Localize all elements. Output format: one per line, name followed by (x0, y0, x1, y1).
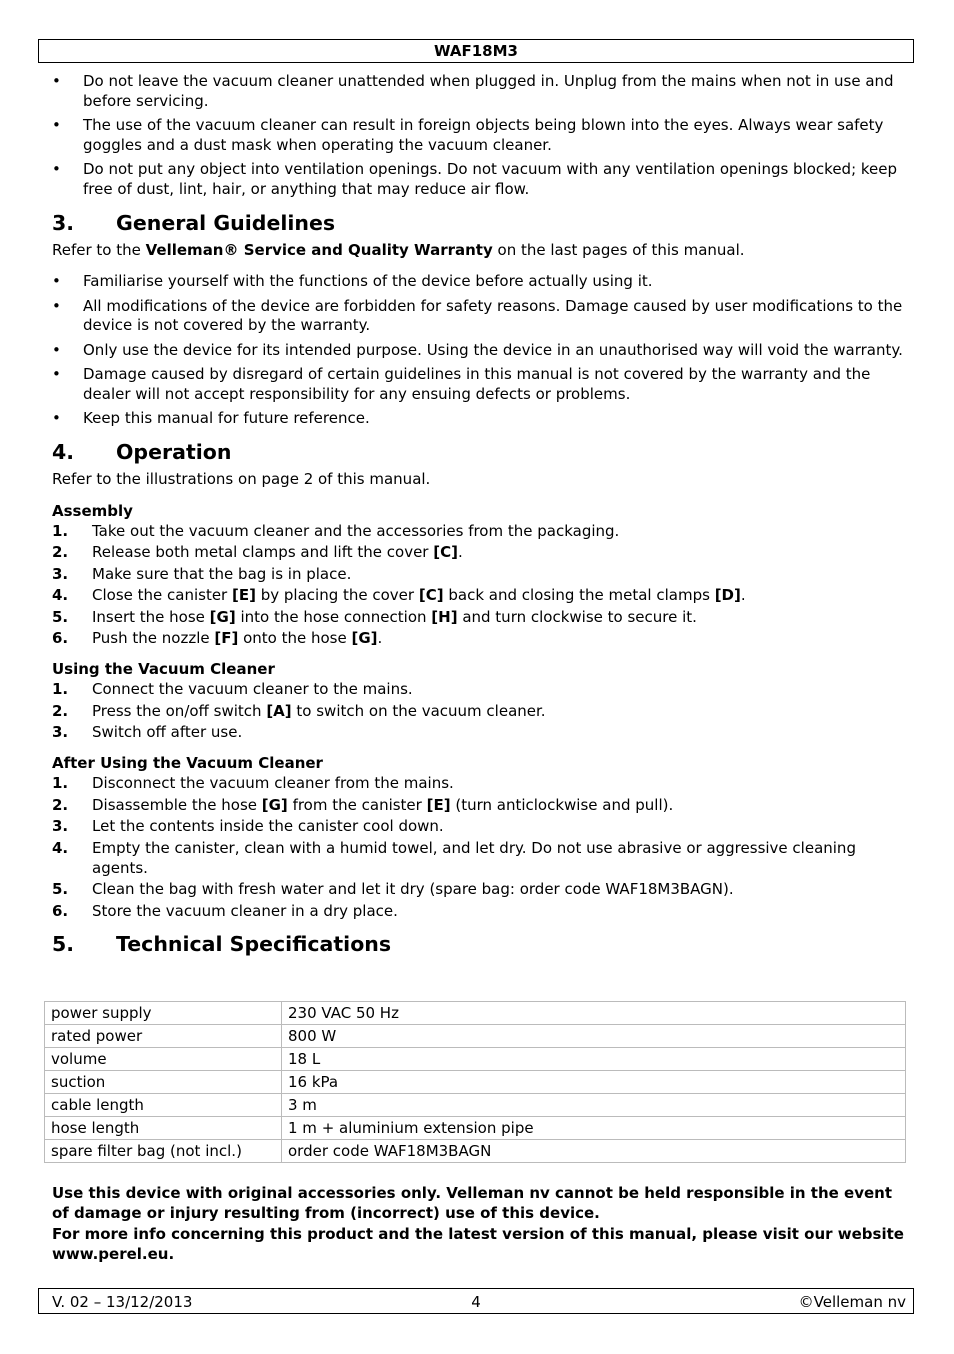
bullet-item: • Damage caused by disregard of certain guidelines in this manual is not covered by the warranty and the dealer will not accept responsibility for any ensuing defects or problems. (52, 365, 907, 404)
part-reference: [E] (232, 586, 256, 604)
bullet-item: • Do not leave the vacuum cleaner unattended when plugged in. Unplug from the mains when not in use and before servicing. (52, 72, 907, 111)
step-text: Make sure that the bag is in place. (92, 564, 352, 583)
step-text: back and closing the metal clamps (443, 586, 715, 604)
step-text: Insert the hose (92, 607, 210, 626)
step-text: Close the canister (92, 586, 232, 604)
section-number: 4. (52, 439, 75, 464)
bullet-item: • Familiarise yourself with the functions of the device before actually using it. (52, 272, 907, 292)
step-item (52, 901, 907, 921)
section-4-heading (52, 439, 907, 465)
step-text: and turn clockwise to secure it. (457, 607, 697, 626)
spec-value: 18 L (282, 1048, 906, 1071)
section-title: Technical Specifications (116, 931, 392, 956)
step-number: 3. (52, 723, 69, 741)
spec-label: volume (45, 1048, 282, 1071)
step-text: Release both metal clamps and lift the cover (92, 543, 434, 561)
after-using-heading: After Using the Vacuum Cleaner (52, 754, 323, 772)
spec-label: hose length (45, 1117, 282, 1140)
step-text: Take out the vacuum cleaner and the accessories from the packaging. (92, 521, 620, 540)
step-text: Let the contents inside the canister cool down. (92, 817, 444, 835)
step-number: 5. (52, 880, 69, 898)
spec-value: order code WAF18M3BAGN (282, 1140, 906, 1163)
spec-label: spare filter bag (not incl.) (45, 1140, 282, 1163)
part-reference: [H] (431, 607, 458, 626)
step-number: 6. (52, 629, 69, 647)
assembly-steps (52, 521, 907, 649)
section-5-heading (52, 931, 907, 957)
spec-row (45, 1002, 906, 1025)
part-reference: [A] (266, 701, 292, 720)
part-reference: [D] (714, 586, 741, 604)
step-number: 3. (52, 817, 69, 835)
after-using-steps (52, 773, 907, 921)
using-steps (52, 679, 907, 742)
spec-value: 1 m + aluminium extension pipe (282, 1117, 906, 1140)
step-text: onto the hose (238, 629, 352, 647)
step-item (52, 722, 907, 742)
section-4-intro: Refer to the illustrations on page 2 of this manual. (52, 469, 431, 488)
model-code: WAF18M3 (434, 42, 518, 60)
step-text: . (377, 629, 383, 647)
step-text: Clean the bag with fresh water and let it dry (spare bag: order code WAF18M3BAGN). (92, 880, 734, 898)
section-title: General Guidelines (116, 211, 336, 235)
spec-value: 16 kPa (282, 1071, 906, 1094)
spec-value: 3 m (282, 1094, 906, 1117)
part-reference: [E] (426, 795, 451, 814)
step-item (52, 607, 907, 627)
spec-row (45, 1117, 906, 1140)
step-text: Disconnect the vacuum cleaner from the mains. (92, 774, 454, 792)
step-number: 4. (52, 838, 69, 857)
section-number: 3. (52, 211, 75, 235)
assembly-heading: Assembly (52, 501, 133, 520)
step-text: Push the nozzle (92, 629, 215, 647)
step-text: (turn anticlockwise and pull). (450, 795, 674, 814)
step-number: 1. (52, 521, 69, 540)
more-info-note: For more info concerning this product and the latest version of this manual, please visit our website www.perel.eu. (52, 1225, 904, 1263)
spec-row (45, 1140, 906, 1163)
step-item (52, 816, 907, 836)
spec-row (45, 1071, 906, 1094)
step-text: to switch on the vacuum cleaner. (291, 701, 546, 720)
warranty-ref: Velleman® Service and Quality Warranty (145, 241, 493, 259)
step-text: Press the on/off switch (92, 701, 267, 720)
part-reference: [C] (418, 586, 444, 604)
step-text: into the hose connection (235, 607, 432, 626)
step-text: from the canister (287, 795, 427, 814)
closing-notice (52, 1183, 907, 1265)
spec-value: 230 VAC 50 Hz (282, 1002, 906, 1025)
step-number: 6. (52, 901, 69, 920)
spec-row (45, 1048, 906, 1071)
spec-label: cable length (45, 1094, 282, 1117)
step-item (52, 879, 907, 899)
part-reference: [G] (209, 607, 236, 626)
part-reference: [G] (351, 629, 378, 647)
step-number: 4. (52, 586, 69, 604)
step-text: . (457, 543, 463, 561)
step-text: . (740, 586, 746, 604)
step-item (52, 585, 907, 605)
part-reference: [C] (433, 543, 458, 561)
page-header (38, 39, 914, 63)
spec-row (45, 1025, 906, 1048)
guidelines-bullet-list (52, 272, 907, 429)
spec-value: 800 W (282, 1025, 906, 1048)
step-item (52, 542, 907, 562)
section-3-heading (52, 210, 907, 236)
spec-label: power supply (45, 1002, 282, 1025)
step-item (52, 521, 907, 541)
step-number: 3. (52, 564, 69, 583)
step-text: Switch off after use. (92, 723, 243, 741)
step-text: by placing the cover (255, 586, 419, 604)
spec-row (45, 1094, 906, 1117)
part-reference: [F] (214, 629, 239, 647)
step-item (52, 679, 907, 699)
using-heading: Using the Vacuum Cleaner (52, 660, 275, 678)
step-item (52, 795, 907, 815)
page-number: 4 (471, 1293, 481, 1311)
version-date: V. 02 – 13/12/2013 (52, 1293, 193, 1311)
step-text: Store the vacuum cleaner in a dry place. (92, 901, 398, 920)
bullet-item: • All modifications of the device are forbidden for safety reasons. Damage caused by user modifications to the device is not covered by the warranty. (52, 297, 907, 336)
section-number: 5. (52, 931, 75, 956)
bullet-item: • The use of the vacuum cleaner can result in foreign objects being blown into the eyes. Always wear safety goggles and a dust mask when operating the vacuum cleaner. (52, 116, 907, 155)
spec-label: rated power (45, 1025, 282, 1048)
section-title: Operation (116, 439, 232, 464)
step-item (52, 773, 907, 793)
step-number: 2. (52, 795, 69, 814)
page-footer (38, 1288, 914, 1314)
copyright: ©Velleman nv (798, 1293, 906, 1311)
step-text: Empty the canister, clean with a humid towel, and let dry. Do not use abrasive or aggressive cleaning agents. (92, 838, 856, 877)
part-reference: [G] (261, 795, 288, 814)
step-item (52, 701, 907, 721)
bullet-item: • Keep this manual for future reference. (52, 409, 907, 429)
intro-bullet-list (52, 72, 907, 199)
section-3-intro: Refer to the Velleman® Service and Quality Warranty on the last pages of this manual. (52, 241, 745, 259)
specifications-table (44, 1001, 906, 1163)
step-number: 5. (52, 607, 69, 626)
page-content (52, 72, 907, 957)
bullet-item: • Do not put any object into ventilation openings. Do not vacuum with any ventilation openings blocked; keep free of dust, lint, hair, or anything that may reduce air flow. (52, 160, 907, 199)
accessories-disclaimer: Use this device with original accessories only. Velleman nv cannot be held responsible in the event of damage or injury resulting from (incorrect) use of this device. (52, 1184, 892, 1222)
step-text: Disassemble the hose (92, 795, 262, 814)
step-number: 1. (52, 680, 69, 698)
step-item (52, 628, 907, 648)
step-item (52, 564, 907, 584)
step-number: 2. (52, 543, 69, 561)
step-number: 2. (52, 701, 69, 720)
bullet-item: • Only use the device for its intended purpose. Using the device in an unauthorised way will void the warranty. (52, 341, 907, 361)
step-number: 1. (52, 774, 69, 792)
spec-label: suction (45, 1071, 282, 1094)
step-text: Connect the vacuum cleaner to the mains. (92, 680, 413, 698)
step-item (52, 838, 907, 878)
